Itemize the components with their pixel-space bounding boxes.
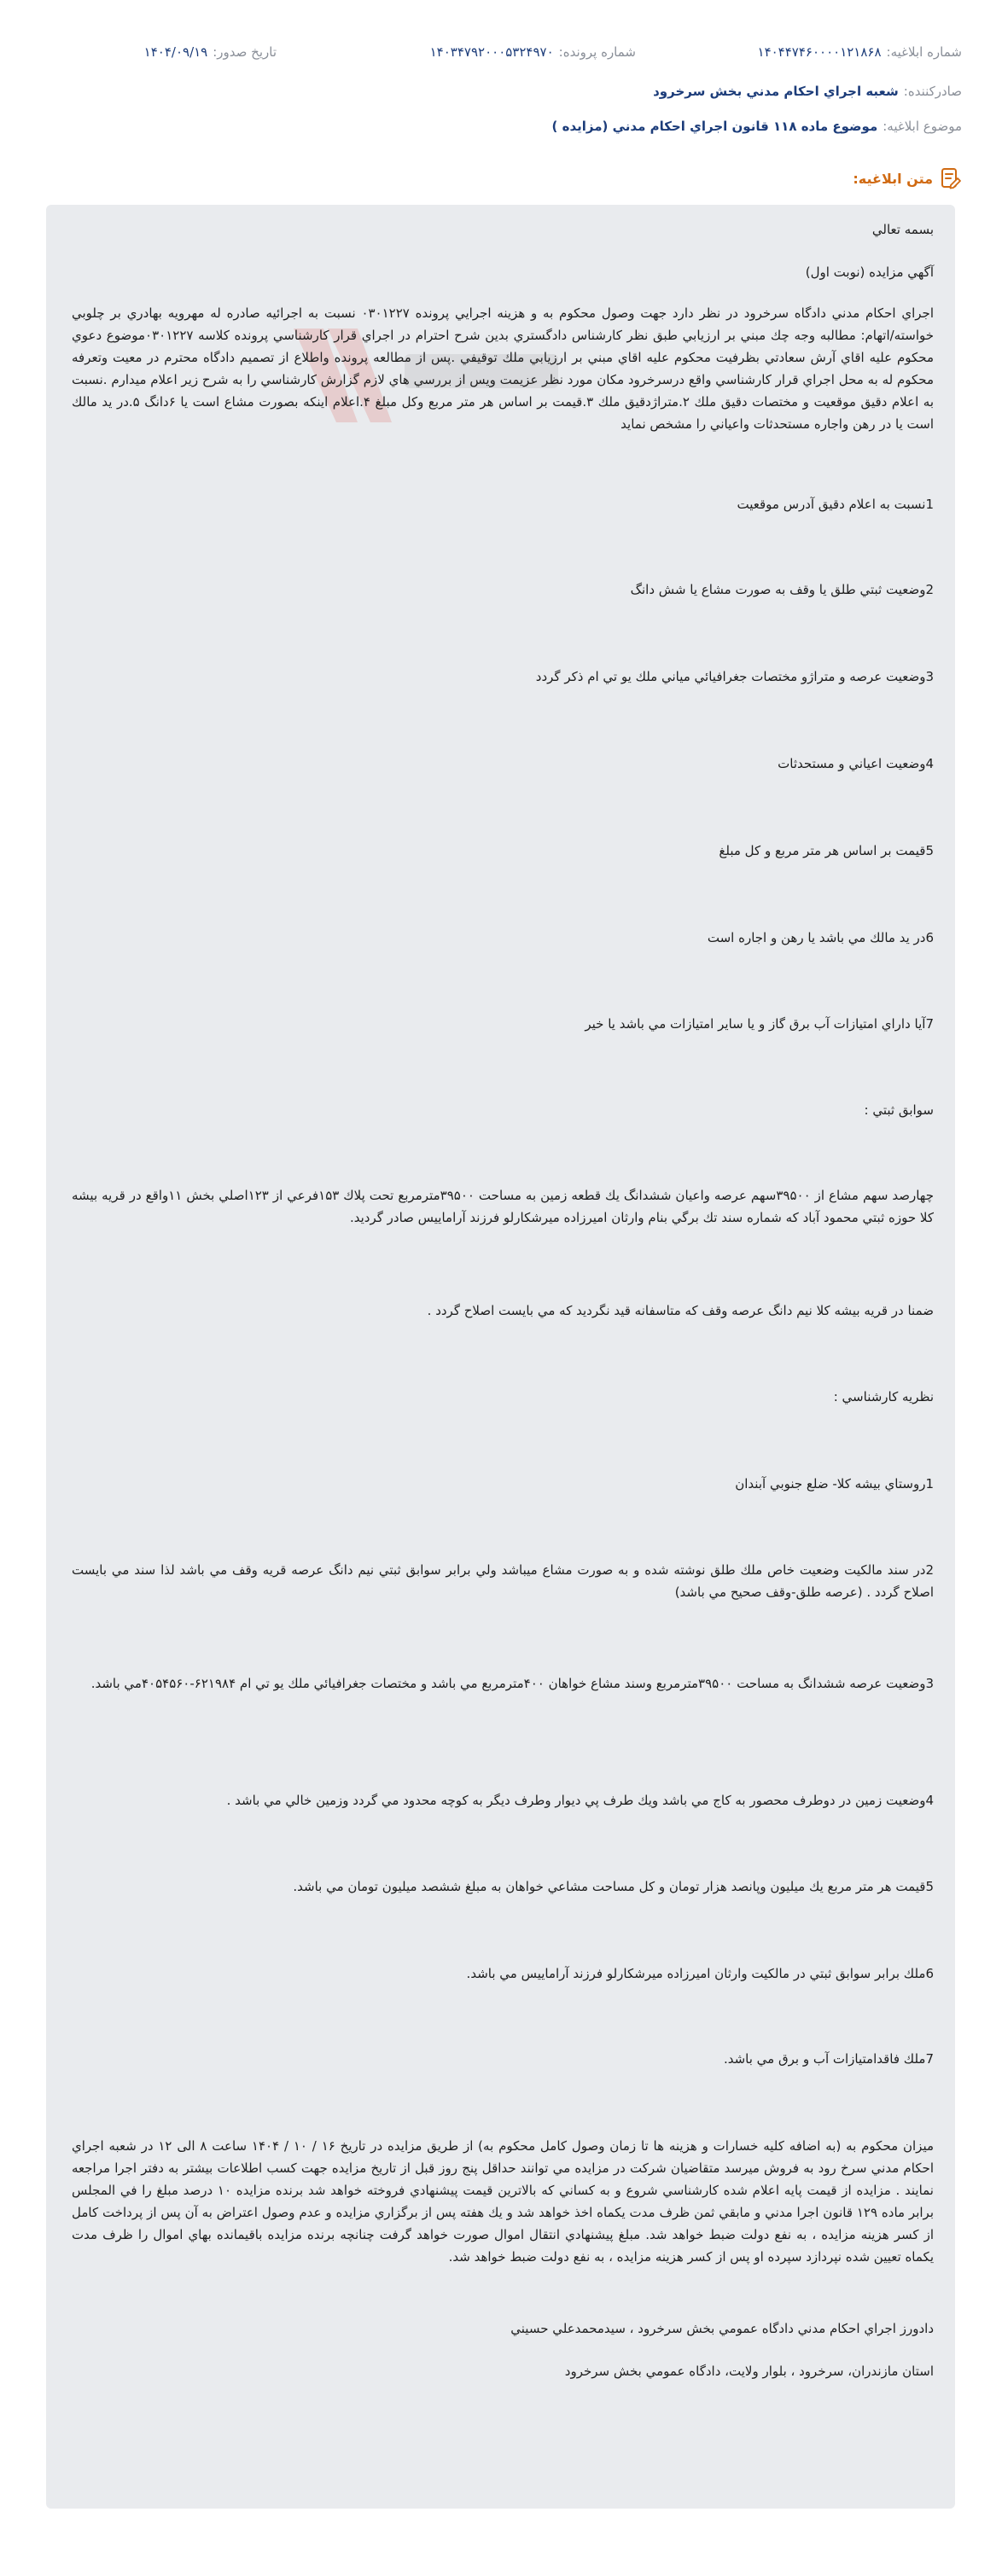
document-icon: [940, 166, 962, 190]
registry-text: چهارصد سهم مشاع از ۳۹۵۰۰سهم عرصه واعيان ششدانگ يك قطعه زمين به مساحت ۳۹۵۰۰مترمربع تحت پلاك ۱۵۳فرعي از ۱۲۳اصلي بخش ۱۱واقع در قريه بيشه كلا حوزه ثبتي محمود آباد كه شماره سند تك برگي بنام وارثان اميرزاده ميرشكارلو فرزند آراماييس صادر گرديد.: [72, 1188, 934, 1225]
expert-item: 7ملك فاقدامتيازات آب و برق مي باشد.: [723, 2051, 934, 2067]
notice-text-header: [853, 166, 962, 191]
expert-item: 5قيمت هر متر مربع يك ميليون وپانصد هزار تومان و كل مساحت مشاعي خواهان به مبلغ ششصد ميليون تومان مي باشد.: [293, 1879, 934, 1894]
file-number: شماره پرونده:۱۴۰۳۴۷۹۲۰۰۰۵۳۲۴۹۷۰: [429, 44, 636, 60]
notice-number: شماره ابلاغيه:۱۴۰۴۴۷۴۶۰۰۰۰۱۲۱۸۶۸: [757, 44, 962, 60]
auction-heading: آگهي مزايده (نوبت اول): [805, 265, 934, 280]
expert-heading: نظريه كارشناسي :: [833, 1389, 934, 1404]
issuer-line: صادرکننده:شعبه اجراي احكام مدني بخش سرخرود: [653, 84, 962, 99]
signature-line: دادورز اجراي احكام مدني دادگاه عمومي بخش سرخرود ، سيدمحمدعلي حسيني: [510, 2321, 934, 2336]
intro-paragraph: اجراي احكام مدني دادگاه سرخرود در نظر دارد جهت وصول محكوم به و هزينه اجرايي پرونده ۰۳۰۱۲۲۷ نسبت به اجرائيه صادره له مهرويه بهادري بر چلوبي خواسته/اتهام: مطالبه وجه چك مبني بر ارزيابي طبق نظر كارشناس دادگستري بدين شرح احترام در اجراي قرار كارشناسي پرونده كلاسه ۰۳۰۱۲۲۷موضوع دعوي محكوم عليه اقاي آرش سعادتي بظرفيت محكوم عليه اقاي مبني بر ارزيابي ملك توقيفي .پس از مطالعه پرونده واطلاع از تصميم دادگاه محترم در معيت وتعرفه محكوم له به محل اجراي قرار كارشناسي واقع درسرخرود مكان مورد نظر عزيمت ويس از بررسي هاي لازم گزارش كارشناسي را به شرح زير اعلام ميدارم .نسبت به اعلام دقيق موقعيت و مختصات دقيق ملك ۲.متراژدقيق ملك ۳.قيمت بر اساس هر متر مربع وكل مبلغ ۴.اعلام اينكه بصورت مشاع است يا ۶دانگ ۵.در يد مالك است يا در رهن واجاره مستحدثات واعياني را مشخص نمايد: [72, 305, 935, 432]
notice-meta-row: [40, 44, 962, 67]
subject-line: موضوع ابلاغيه:موضوع ماده ۱۱۸ قانون اجراي احكام مدني (مزايده ): [551, 119, 962, 134]
list-item: 4وضعيت اعياني و مستحدثات: [778, 756, 934, 771]
address-line: استان مازندران، سرخرود ، بلوار ولايت، دادگاه عمومي بخش سرخرود: [564, 2364, 934, 2379]
list-item: 5قيمت بر اساس هر متر مربع و كل مبلغ: [719, 843, 934, 858]
issue-date: تاريخ صدور:۱۴۰۴/۰۹/۱۹: [143, 44, 277, 60]
expert-item: 4وضعيت زمين در دوطرف محصور به كاج مي باشد ويك طرف پي ديوار وطرف ديگر به كوچه محدود مي گردد وزمين خالي مي باشد .: [226, 1793, 934, 1808]
list-item: 2وضعيت ثبتي طلق يا وقف به صورت مشاع يا شش دانگ: [630, 582, 934, 597]
list-item: 3وضعيت عرصه و متراژو مختصات جغرافيائي مياني ملك يو تي ام ذكر گردد: [535, 669, 934, 684]
list-item: 1نسبت به اعلام دقيق آدرس موقعيت: [737, 497, 934, 512]
expert-item: 6ملك برابر سوابق ثبتي در مالكيت وارثان اميرزاده ميرشكارلو فرزند آراماييس مي باشد.: [466, 1966, 934, 1981]
expert-item: 2در سند مالكيت وضعيت خاص ملك طلق نوشته شده و به صورت مشاع ميباشد ولي برابر سوابق ثبتي نيم دانگ عرصه قريه وقف مي باشد لذا سند مي بايست اصلاح گردد . (عرصه طلق-وقف صحيح مي باشد): [72, 1562, 934, 1600]
basmala: بسمه تعالي: [871, 222, 934, 237]
notice-text-title: متن ابلاغيه:: [853, 170, 933, 187]
list-item: 6در يد مالك مي باشد يا رهن و اجاره است: [707, 930, 934, 945]
registry-note: ضمنا در قريه بيشه كلا نيم دانگ عرصه وقف كه متاسفانه قيد نگرديد كه مي بايست اصلاح گردد .: [427, 1303, 934, 1318]
expert-item: 1روستاي بيشه كلا- ضلع جنوبي آبندان: [735, 1476, 934, 1492]
closing-paragraph: ميزان محكوم به (به اضافه كليه خسارات و هزينه ها تا زمان وصول كامل محكوم به) از طريق مزايده در تاريخ ۱۶ / ۱۰ / ۱۴۰۴ ساعت ۸ الی ۱۲ در شعبه اجراي احكام مدني سرخ رود به فروش ميرسد متقاضيان شركت در مزايده مي توانند حداقل پنج روز قبل از تاريخ مزايده جهت كسب اطلاعات بيشتر به دفتر اجرا مراجعه نمايند . مزايده از قيمت پايه اعلام شده كارشناسي شروع و به كساني كه بالاترين قيمت پيشنهادي فروخته خواهد شد برنده مزايده ۱۰ درصد مبلغ را في المجلس برابر ماده ۱۲۹ قانون اجرا مدني و مابقي ثمن ظرف مدت يكماه اخذ خواهد شد و يك هفته پس از برگزاري مزايده و عدم وصول اعتراض به آن پس از پرداخت كامل از كسر هزينه مزايده ، به نفع دولت ضبط خواهد شد. مبلغ پيشنهادي انتقال اموال صورت خواهد گرفت چنانچه برنده مزايده باقيمانده بهاي اموال را ظرف مدت يكماه تعيين شده نپردازد سپرده او پس از كسر هزينه مزايده ، به نفع دولت ضبط خواهد شد.: [72, 2138, 935, 2265]
registry-heading: سوابق ثبتي :: [864, 1102, 934, 1118]
expert-item: 3وضعيت عرصه ششدانگ به مساحت ۳۹۵۰۰مترمربع وسند مشاع خواهان ۴۰۰مترمربع مي باشد و مختصات جغرافيائي ملك يو تي ام ۶۲۱۹۸۴-۴۰۵۴۵۶۰مي باشد.: [90, 1676, 934, 1691]
list-item: 7آيا داراي امتيازات آب برق گاز و يا ساير امتيازات مي باشد يا خير: [585, 1016, 934, 1032]
